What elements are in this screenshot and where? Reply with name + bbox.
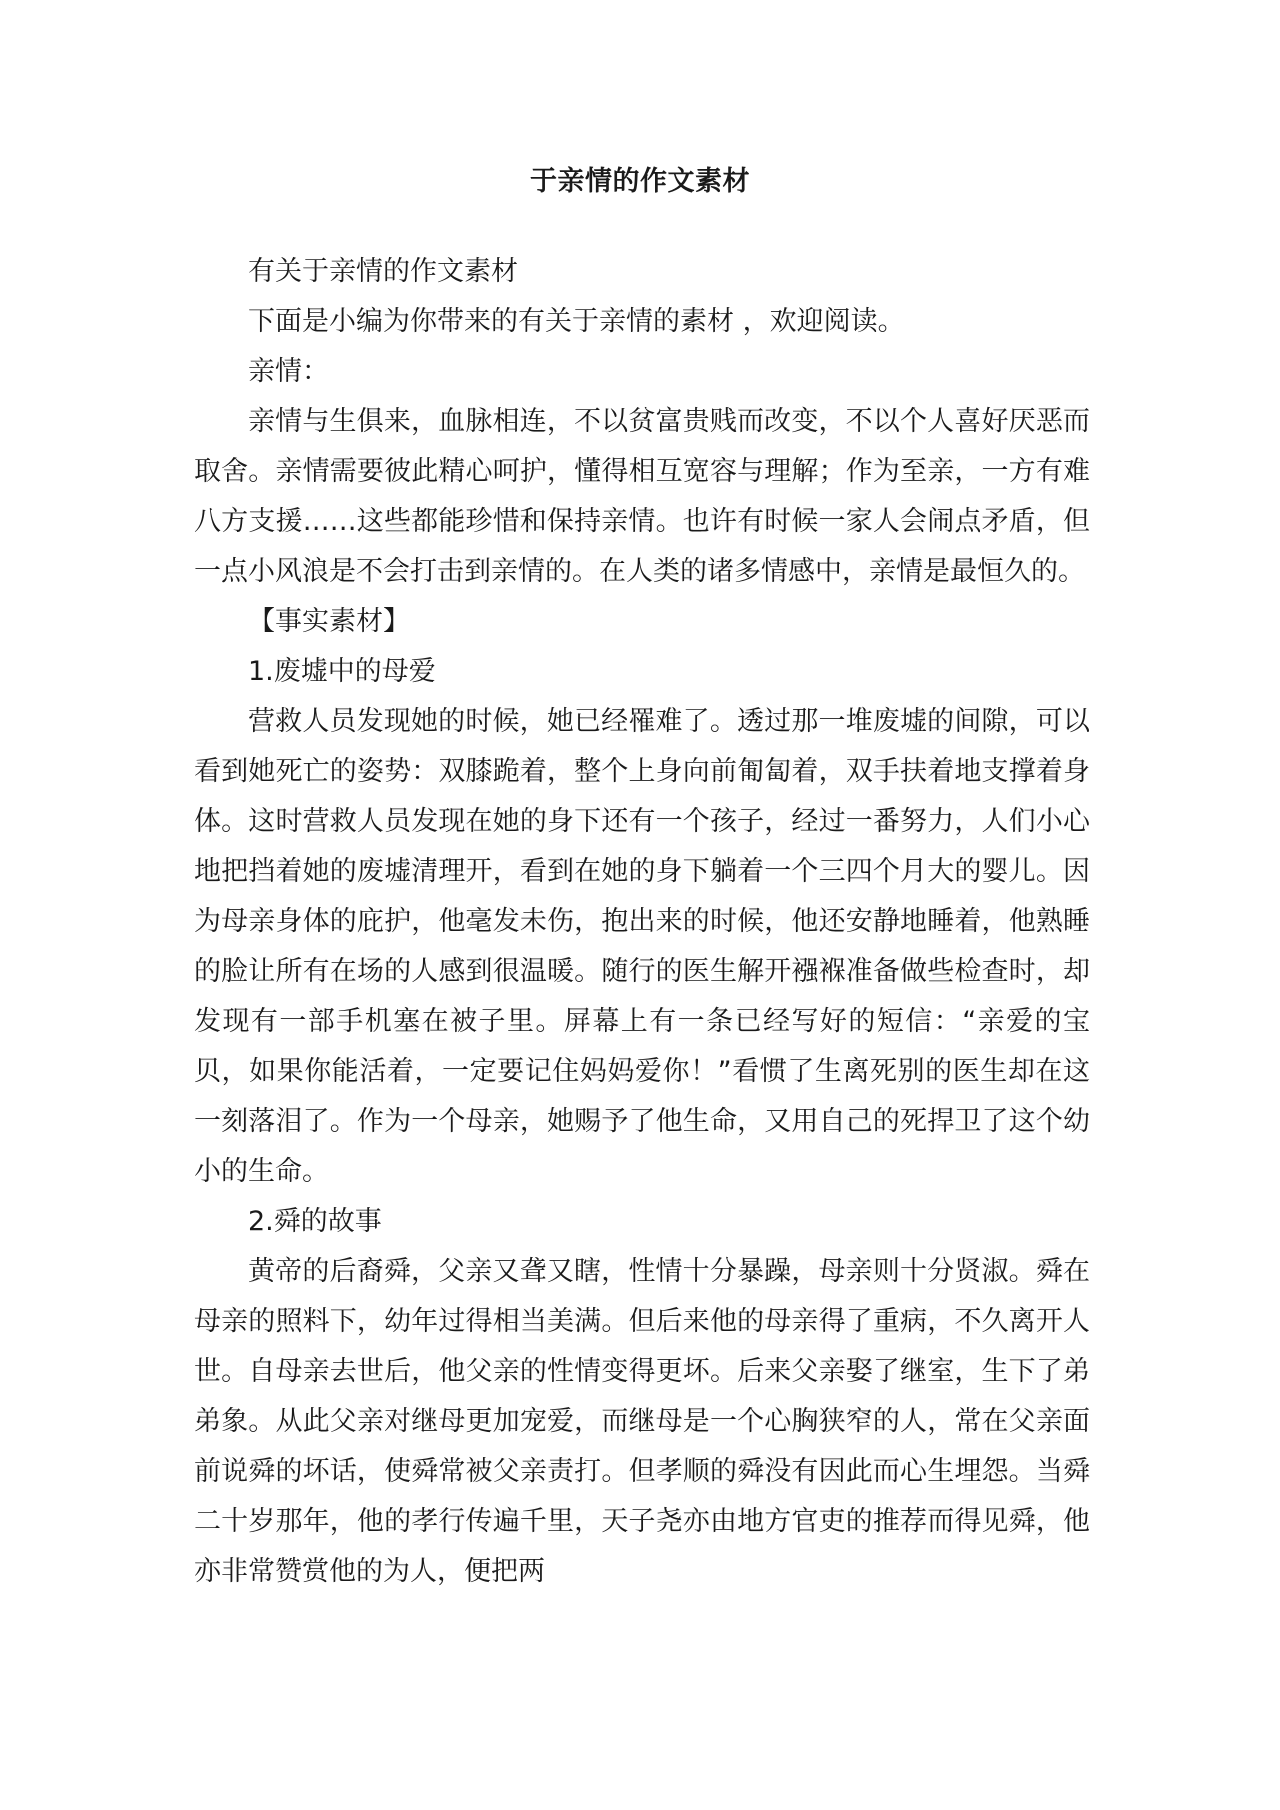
paragraph-story2-body: 黄帝的后裔舜，父亲又聋又瞎，性情十分暴躁，母亲则十分贤淑。舜在母亲的照料下，幼年过得相当美满。但后来他的母亲得了重病，不久离开人世。自母亲去世后，他父亲的性情变得更坏。后来父亲娶了继室，生下了弟弟象。从此父亲对继母更加宠爱，而继母是一个心胸狭窄的人，常在父亲面前说舜的坏话，使舜常被父亲责打。但孝顺的舜没有因此而心生埋怨。当舜二十岁那年，他的孝行传遍千里，天子尧亦由地方官吏的推荐而得见舜，他亦非常赞赏他的为人，便把两 bbox=[194, 1256, 1090, 1587]
paragraph-intro: 下面是小编为你带来的有关于亲情的素材 ，欢迎阅读。 bbox=[248, 306, 905, 337]
paragraph-heading-family: 亲情： bbox=[248, 356, 329, 387]
paragraph-story2-title: 2.舜的故事 bbox=[248, 1206, 382, 1237]
paragraph-story1-title: 1.废墟中的母爱 bbox=[248, 656, 436, 687]
document-body bbox=[194, 247, 1090, 1597]
paragraph-subtitle: 有关于亲情的作文素材 bbox=[248, 256, 518, 287]
paragraph-family-description: 亲情与生俱来，血脉相连，不以贫富贵贱而改变，不以个人喜好厌恶而取舍。亲情需要彼此精心呵护，懂得相互宽容与理解；作为至亲，一方有难八方支援……这些都能珍惜和保持亲情。也许有时候一家人会闹点矛盾，但一点小风浪是不会打击到亲情的。在人类的诸多情感中，亲情是最恒久的。 bbox=[194, 406, 1090, 587]
paragraph-story1-body: 营救人员发现她的时候，她已经罹难了。透过那一堆废墟的间隙，可以看到她死亡的姿势：双膝跪着，整个上身向前匍匐着，双手扶着地支撑着身体。这时营救人员发现在她的身下还有一个孩子，经过一番努力，人们小心地把挡着她的废墟清理开，看到在她的身下躺着一个三四个月大的婴儿。因为母亲身体的庇护，他毫发未伤，抱出来的时候，他还安静地睡着，他熟睡的脸让所有在场的人感到很温暖。随行的医生解开襁褓准备做些检查时，却发现有一部手机塞在被子里。屏幕上有一条已经写好的短信：“亲爱的宝贝，如果你能活着，一定要记住妈妈爱你！”看惯了生离死别的医生却在这一刻落泪了。作为一个母亲，她赐予了他生命，又用自己的死捍卫了这个幼小的生命。 bbox=[194, 706, 1090, 1187]
document-title: 于亲情的作文素材 bbox=[530, 166, 750, 197]
paragraph-section-heading: 【事实素材】 bbox=[248, 606, 410, 637]
